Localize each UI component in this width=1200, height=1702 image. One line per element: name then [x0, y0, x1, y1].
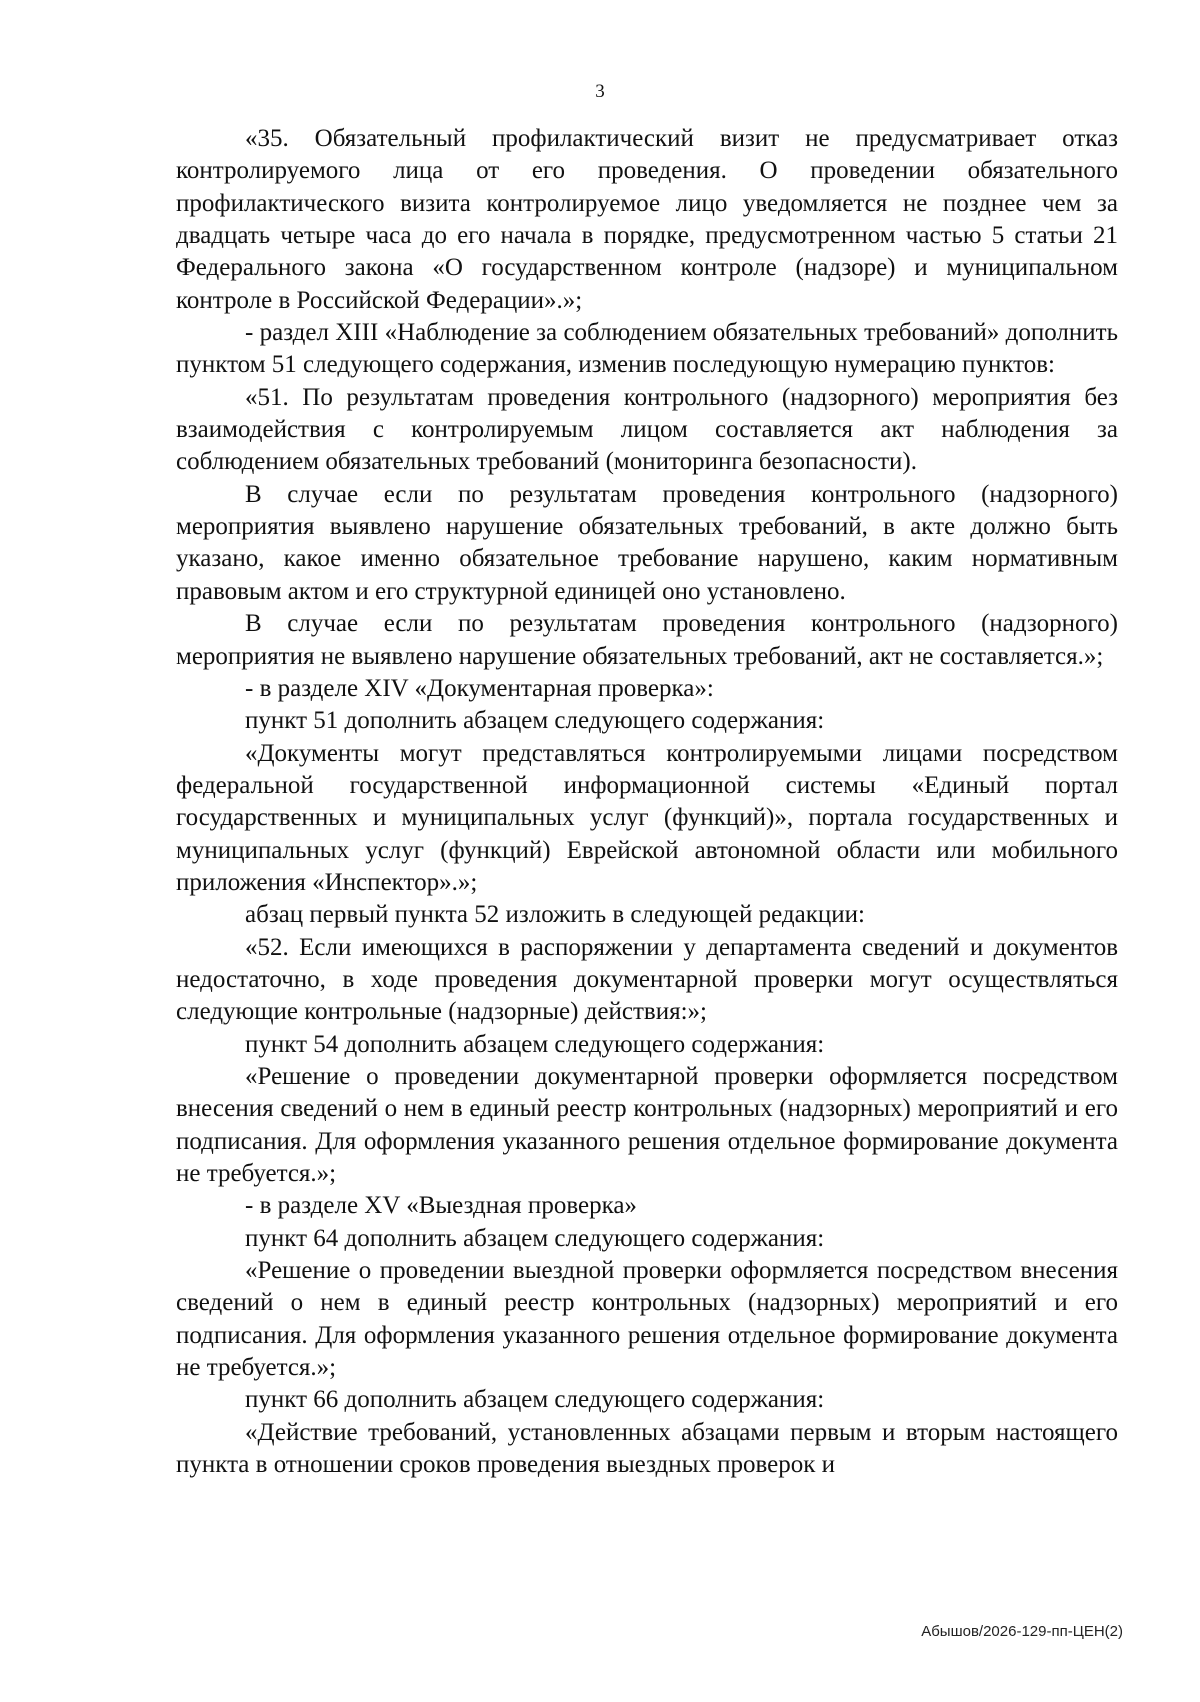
paragraph-requirements-effect: «Действие требований, установленных абзацами первым и вторым настоящего пункта в отношении сроков проведения выездных проверок и [176, 1418, 1118, 1479]
paragraph-item-54-amendment: пункт 54 дополнить абзацем следующего содержания: [245, 1030, 825, 1058]
paragraph-item-52-amendment: абзац первый пункта 52 изложить в следующей редакции: [245, 901, 865, 929]
paragraph-item-64-amendment: пункт 64 дополнить абзацем следующего содержания: [245, 1224, 825, 1252]
paragraph-item-51: «51. По результатам проведения контрольного (надзорного) мероприятия без взаимодействия с контролируемым лицом составляется акт наблюдения за соблюдением обязательных требований (мониторинга безопасности). [176, 383, 1118, 476]
paragraph-section-xiii: - раздел XIII «Наблюдение за соблюдением обязательных требований» дополнить пунктом 51 следующего содержания, изменив последующую нумерацию пунктов: [176, 319, 1118, 379]
document-body [176, 123, 1118, 1481]
document-footer-code: Абышов/2026-129-пп-ЦЕН(2) [921, 1623, 1123, 1640]
paragraph-section-xiv: - в разделе XIV «Документарная проверка»: [245, 674, 714, 702]
paragraph-section-xv: - в разделе XV «Выездная проверка» [245, 1192, 637, 1220]
paragraph-no-violation: В случае если по результатам проведения контрольного (надзорного) мероприятия не выявлено нарушение обязательных требований, акт не составляется.»; [176, 610, 1118, 670]
page-number: 3 [595, 81, 605, 102]
paragraph-item-52: «52. Если имеющихся в распоряжении у департамента сведений и документов недостаточно, в ходе проведения документарной проверки могут осуществляться следующие контрольные (надзорные) действия:»; [176, 933, 1118, 1026]
paragraph-item-66-amendment: пункт 66 дополнить абзацем следующего содержания: [245, 1386, 825, 1414]
paragraph-onsite-decision: «Решение о проведении выездной проверки оформляется посредством внесения сведений о нем в единый реестр контрольных (надзорных) мероприятий и его подписания. Для оформления указанного решения отдельное формирование документа не требуется.»; [176, 1257, 1118, 1382]
paragraph-item-35: «35. Обязательный профилактический визит не предусматривает отказ контролируемого лица от его проведения. О проведении обязательного профилактического визита контролируемое лицо уведомляется не позднее чем за двадцать четыре часа до его начала в порядке, предусмотренном частью 5 статьи 21 Федерального закона «О государственном контроле (надзоре) и муниципальном контроле в Российской Федерации».»; [176, 125, 1118, 314]
paragraph-documents-submission: «Документы могут представляться контролируемыми лицами посредством федеральной государственной информационной системы «Единый портал государственных и муниципальных услуг (функций)», портала государственных и муниципальных услуг (функций) Еврейской автономной области или мобильного приложения «Инспектор».»; [176, 739, 1118, 896]
paragraph-violation-found: В случае если по результатам проведения контрольного (надзорного) мероприятия выявлено нарушение обязательных требований, в акте должно быть указано, какое именно обязательное требование нарушено, каким нормативным правовым актом и его структурной единицей оно установлено. [176, 480, 1118, 605]
paragraph-documentary-decision: «Решение о проведении документарной проверки оформляется посредством внесения сведений о нем в единый реестр контрольных (надзорных) мероприятий и его подписания. Для оформления указанного решения отдельное формирование документа не требуется.»; [176, 1062, 1118, 1187]
paragraph-item-51-amendment: пункт 51 дополнить абзацем следующего содержания: [245, 707, 825, 735]
